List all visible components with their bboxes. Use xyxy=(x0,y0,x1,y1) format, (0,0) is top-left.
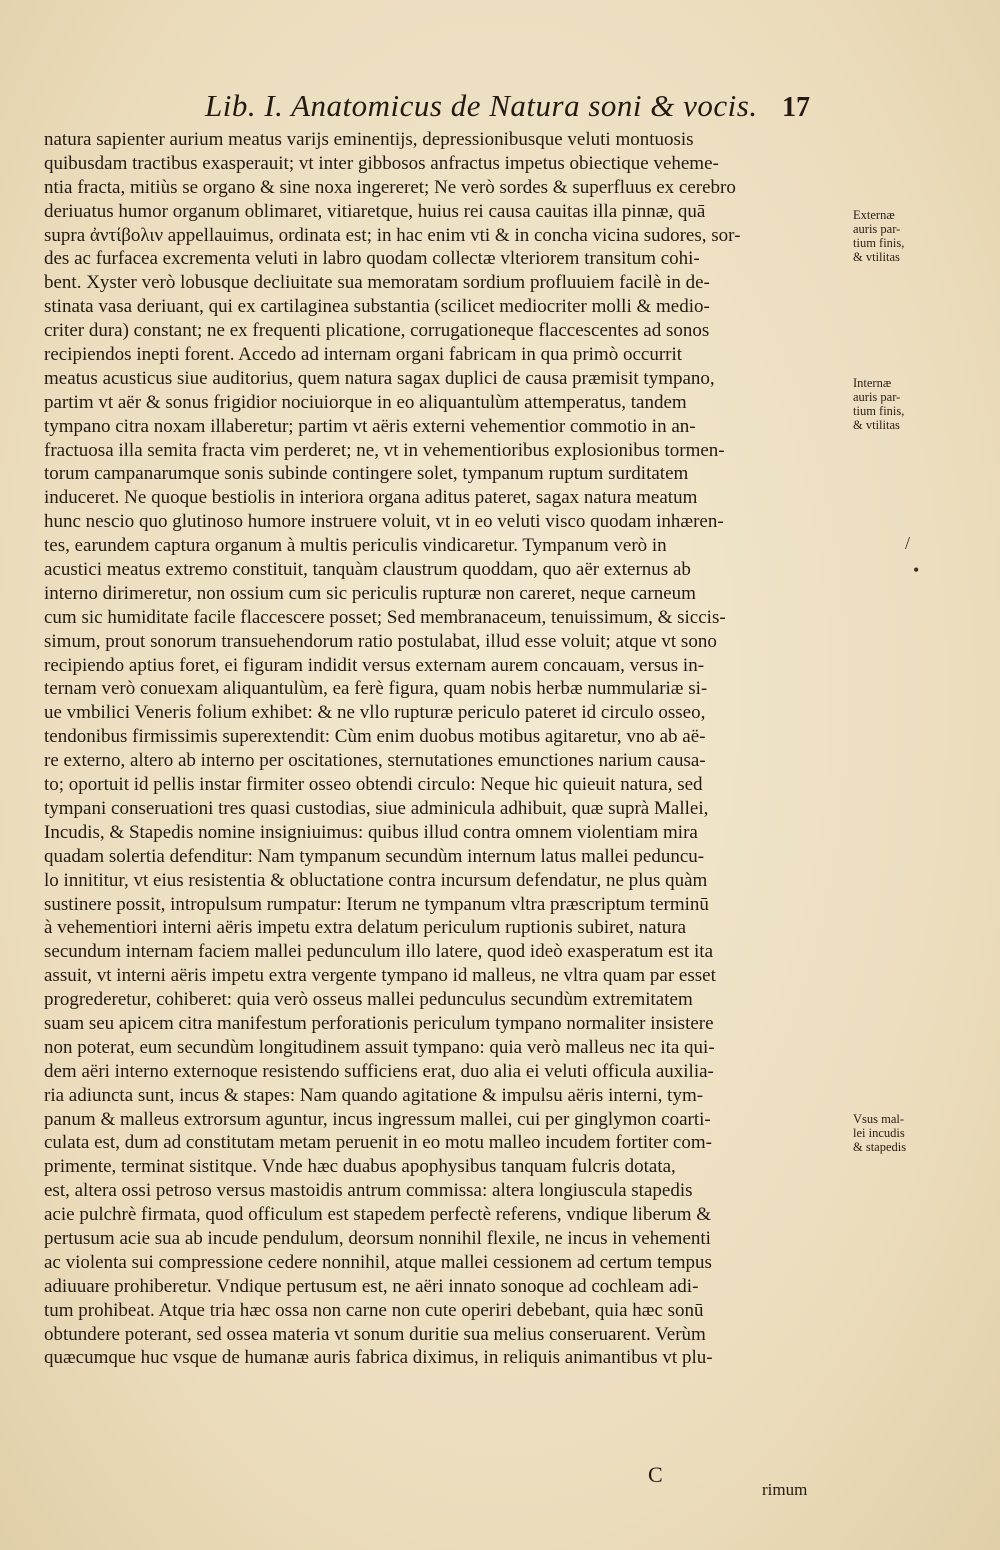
catchword: rimum xyxy=(762,1480,808,1499)
text-line: recipiendo aptius foret, ei figuram indidit versus externam aurem concauam, versus in- xyxy=(44,654,705,676)
text-line: primente, terminat sistitque. Vnde hæc duabus apophysibus tanquam fulcris dotata, xyxy=(44,1156,676,1178)
text-line: suam seu apicem citra manifestum perforationis periculum tympano normaliter insistere xyxy=(44,1012,714,1034)
text-line: criter dura) constant; ne ex frequenti plicatione, corrugationeque flaccescentes ad sonos xyxy=(44,320,710,342)
text-line: ntia fracta, mitiùs se organo & sine noxa ingereret; Ne verò sordes & superfluus ex cerebro xyxy=(44,176,736,198)
text-line: simum, prout sonorum transuehendorum ratio postulabat, illud esse voluit; atque vt sono xyxy=(44,630,717,652)
text-line: acie pulchrè firmata, quod officulum est stapedem perfectè referens, vndique liberum & xyxy=(44,1204,712,1226)
margin-mark: / xyxy=(905,533,911,553)
text-line: ria adiuncta sunt, incus & stapes: Nam quando agitatione & impulsu aëris interni, tym- xyxy=(44,1084,704,1106)
text-line: supra ἀντίβολιν appellauimus, ordinata est; in hac enim vti & in concha vicina sudores, sor- xyxy=(44,224,741,246)
text-line: hunc nescio quo glutinoso humore instruere voluit, vt in eo veluti visco quodam inhæren- xyxy=(44,511,724,533)
running-head: Lib. I. Anatomicus de Natura soni & vocis. xyxy=(205,88,758,123)
text-line: quadam solertia defenditur: Nam tympanum secundùm internum latus mallei peduncu- xyxy=(44,845,705,867)
text-line: assuit, vt interni aëris impetu extra vergente tympano id malleus, ne vltra quam par esset xyxy=(44,965,716,987)
text-line: tympani conseruationi tres quasi custodias, siue adminicula adhibuit, quæ suprà Mallei, xyxy=(44,797,709,819)
margin-note-line: tium finis, xyxy=(853,236,905,250)
text-line: secundum internam faciem mallei pedunculum illo latere, quod ideò exasperatum est ita xyxy=(44,941,713,963)
text-line: induceret. Ne quoque bestiolis in interiora organa aditus pateret, sagax natura meatum xyxy=(44,487,698,509)
text-line: pertusum acie sua ab incude pendulum, deorsum nonnihil flexile, ne incus in vehementi xyxy=(44,1227,711,1249)
margin-note-ossicles xyxy=(853,1112,998,1154)
text-line: des ac furfacea excrementa veluti in labro quodam collectæ vlteriorem transitum cohi- xyxy=(44,248,700,270)
text-line: tendonibus firmissimis superextendit: Cùm enim duobus motibus agitaretur, vno ab aë- xyxy=(44,726,706,748)
text-line: Incudis, & Stapedis nomine insigniuimus: quibus illud contra omnem violentiam mira xyxy=(44,821,698,843)
margin-note-line: & vtilitas xyxy=(853,418,900,432)
text-line: re externo, altero ab interno per oscitationes, sternutationes emunctiones narium causa- xyxy=(44,750,706,772)
text-line: adiuuare prohiberetur. Vndique pertusum est, ne aëri innato sonoque ad cochleam adi- xyxy=(44,1275,699,1297)
text-line: tympano citra noxam illaberetur; partim vt aëris externi vehementior commotio in an- xyxy=(44,415,696,437)
text-line: est, altera ossi petroso versus mastoidis antrum commissa: altera longiuscula stapedis xyxy=(44,1180,693,1202)
body-text xyxy=(44,128,854,1370)
margin-note-line: & stapedis xyxy=(853,1140,907,1154)
text-line: bent. Xyster verò lobusque decliuitate sua memoratam sordium profluuiem facilè in de- xyxy=(44,272,710,294)
text-line: quibusdam tractibus exasperauit; vt inter gibbosos anfractus impetus obiectique veheme- xyxy=(44,152,719,174)
text-line: panum & malleus extrorsum aguntur, incus ingressum mallei, cui per ginglymon coarti- xyxy=(44,1108,711,1130)
text-line: progrederetur, cohiberet: quia verò osseus mallei pedunculus secundùm extremitatem xyxy=(44,989,693,1011)
margin-note-line: auris par- xyxy=(853,390,901,404)
margin-mark: • xyxy=(913,560,920,580)
text-line: natura sapienter aurium meatus varijs eminentijs, depressionibusque veluti montuosis xyxy=(44,129,694,150)
text-line: quæcumque huc vsque de humanæ auris fabrica diximus, in reliquis animantibus vt plu- xyxy=(44,1347,713,1369)
text-line: acustici meatus extremo constituit, tanquàm claustrum quoddam, quo aër externus ab xyxy=(44,559,691,581)
margin-note-line: & vtilitas xyxy=(853,250,900,264)
text-line: meatus acusticus siue auditorius, quem natura sagax duplici de causa præmisit tympano, xyxy=(44,367,715,389)
margin-note-line: lei incudis xyxy=(853,1126,905,1140)
text-line: tes, earundem captura organum à multis periculis vindicaretur. Tympanum verò in xyxy=(44,535,667,557)
page-number: 17 xyxy=(782,92,810,123)
text-line: lo innititur, vt eius resistentia & obluctatione contra incursum defendatur, ne plus quàm xyxy=(44,869,708,891)
text-line: ternam verò conuexam aliquantulùm, ea ferè figura, quam nobis herbæ nummulariæ si- xyxy=(44,678,708,700)
margin-note-line: Internæ xyxy=(853,376,892,390)
text-line: cum sic humiditate facile flaccescere posset; Sed membranaceum, tenuissimum, & siccis- xyxy=(44,606,726,628)
text-line: culata est, dum ad constitutam metam peruenit in eo motu malleo incudem fortiter com- xyxy=(44,1132,712,1154)
text-line: fractuosa illa semita fracta vim perderet; ne, vt in vehementioribus explosionibus tormen- xyxy=(44,439,725,461)
margin-note-line: Externæ xyxy=(853,208,895,222)
text-line: recipiendos inepti forent. Accedo ad internam organi fabricam in qua primò occurrit xyxy=(44,344,683,366)
signature-mark: C xyxy=(648,1462,663,1487)
text-line: tum prohibeat. Atque tria hæc ossa non carne non cute operiri debebant, quia hæc sonū xyxy=(44,1299,704,1321)
margin-note-internal-ear xyxy=(853,376,998,432)
text-line: to; oportuit id pellis instar firmiter osseo obtendi circulo: Neque hic quieuit natura, sed xyxy=(44,774,703,796)
margin-note-line: auris par- xyxy=(853,222,901,236)
text-line: ue vmbilici Veneris folium exhibet: & ne vllo rupturæ periculo pateret id circulo osseo, xyxy=(44,702,706,724)
text-line: ac violenta sui compressione cedere nonnihil, atque mallei cessionem ad certum tempus xyxy=(44,1251,712,1273)
text-line: à vehementiori interni aëris impetu extra delatum periculum ruptionis subiret, natura xyxy=(44,917,687,939)
text-line: stinata vasa deriuant, qui ex cartilaginea substantia (scilicet mediocriter molli & medio- xyxy=(44,296,710,318)
text-line: obtundere poterant, sed ossea materia vt sonum duritie sua melius conseruarent. Verùm xyxy=(44,1323,706,1345)
text-line: dem aëri interno externoque resistendo sufficiens erat, duo alia ei veluti officula auxilia- xyxy=(44,1060,714,1082)
text-line: sustinere possit, intropulsum rumpatur: Iterum ne tympanum vltra præscriptum terminū xyxy=(44,893,709,915)
text-line: deriuatus humor organum oblimaret, vitiaretque, huius rei causa cauitas illa pinnæ, quā xyxy=(44,200,706,222)
text-line: non poterat, eum secundùm longitudinem assuit tympano: quia verò malleus nec ita qui- xyxy=(44,1036,715,1058)
text-line: interno dirimeretur, non ossium cum sic periculis rupturæ non careret, neque carneum xyxy=(44,582,696,604)
text-line: partim vt aër & sonus frigidior nociuiorque in eo aliquantulùm attemperatus, tandem xyxy=(44,391,687,413)
margin-note-line: Vsus mal- xyxy=(853,1112,905,1126)
margin-note-external-ear xyxy=(853,208,998,264)
margin-note-line: tium finis, xyxy=(853,404,905,418)
text-line: torum campanarumque sonis subinde contingere solet, tympanum ruptum surditatem xyxy=(44,463,689,485)
